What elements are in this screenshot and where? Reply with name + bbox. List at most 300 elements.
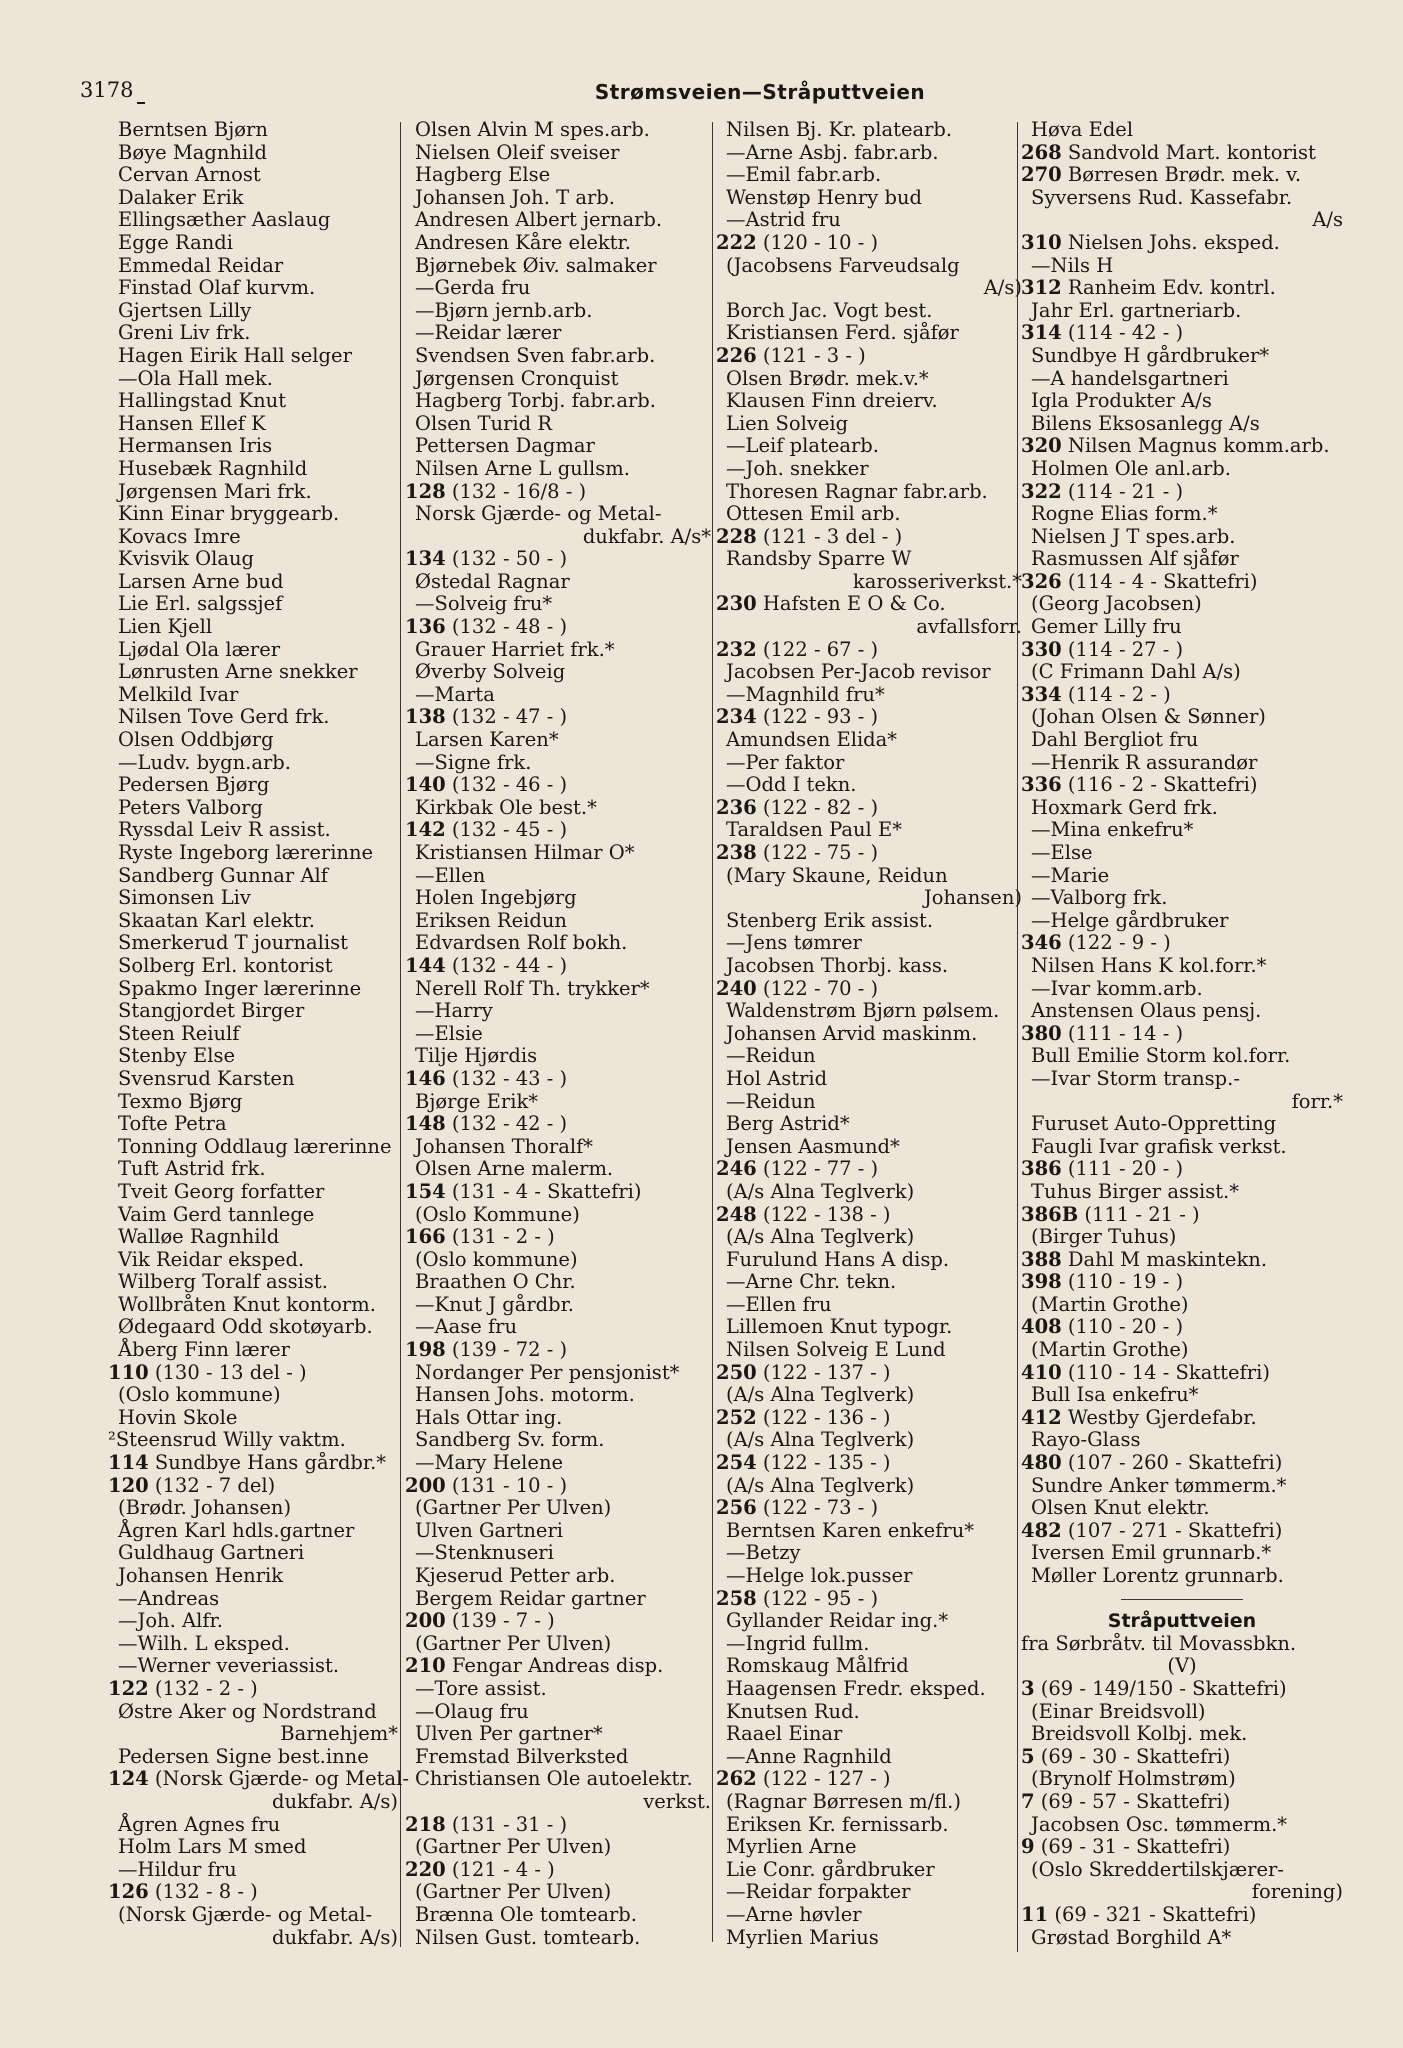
resident-entry: (Oslo kommune) [415, 1247, 578, 1271]
address-entry [108, 1881, 398, 1904]
resident-entry: Gemer Lilly fru [1031, 615, 1182, 639]
entry-text: (131 - 10 - ) [445, 1473, 568, 1497]
house-number: 256 [716, 1496, 757, 1520]
entry-text: (122 - 82 - ) [756, 795, 879, 819]
resident-entry: —Magnhild fru* [726, 682, 885, 706]
entry-text: Sandvold Mart. kontorist [1061, 140, 1316, 164]
entry-text: (110 - 14 - Skattefri) [1061, 1360, 1270, 1384]
entry-text: (111 - 20 - ) [1061, 1157, 1184, 1181]
resident-entry: —Helge gårdbruker [1031, 908, 1229, 932]
resident-entry: Vaim Gerd tannlege [118, 1202, 315, 1226]
address-entry [1021, 164, 1343, 187]
resident-entry: Johansen Arvid maskinm. [726, 1021, 978, 1045]
entry-text: (121 - 3 - ) [756, 343, 866, 367]
address-entry [1021, 1520, 1343, 1543]
entry-text: (139 - 7 - ) [445, 1609, 555, 1633]
resident-entry: Eriksen Reidun [415, 908, 567, 932]
resident-entry: Lie Erl. salgssjef [118, 592, 283, 616]
resident-entry: Lien Kjell [118, 615, 213, 639]
resident-entry: Hagen Eirik Hall selger [118, 343, 352, 367]
house-number: 146 [405, 1066, 446, 1090]
resident-entry: Kinn Einar bryggearb. [118, 502, 340, 526]
resident-entry: (Gartner Per Ulven) [415, 1880, 612, 1904]
address-entry [1021, 1204, 1343, 1227]
address-entry [405, 955, 711, 978]
resident-entry: —Ellen [415, 863, 486, 887]
resident-entry: Klausen Finn dreierv. [726, 389, 938, 413]
house-number: 410 [1021, 1360, 1062, 1384]
resident-entry: Braathen O Chr. [415, 1270, 576, 1294]
address-entry [1021, 571, 1343, 594]
house-number: 110 [108, 1360, 149, 1384]
address-entry [405, 774, 711, 797]
resident-entry: Myrlien Arne [726, 1835, 857, 1859]
resident-entry: Norsk Gjærde- og Metal- [415, 502, 662, 526]
resident-entry: Johansen Thoralf* [415, 1134, 594, 1158]
house-number: 154 [405, 1179, 446, 1203]
resident-entry: Lillemoen Knut typogr. [726, 1315, 953, 1339]
house-number: 228 [716, 524, 757, 548]
resident-entry: Nilsen Gust. tomtearb. [415, 1925, 641, 1949]
resident-entry: (Gartner Per Ulven) [415, 1835, 612, 1859]
resident-entry: Spakmo Inger lærerinne [118, 976, 362, 1000]
resident-entry: Taraldsen Paul E* [726, 818, 902, 842]
entry-text: Sundbye Hans gårdbr.* [148, 1451, 387, 1475]
resident-entry: Jacobsen Osc. tømmerm.* [1031, 1812, 1288, 1836]
resident-entry: Ryste Ingeborg lærerinne [118, 841, 374, 864]
house-number: 388 [1021, 1247, 1062, 1271]
address-entry [716, 639, 1022, 662]
resident-entry: Sundbye H gårdbruker* [1031, 343, 1270, 367]
resident-entry: Pedersen Signe best.inne [118, 1744, 369, 1768]
resident-entry: forr.* [1291, 1089, 1343, 1113]
entry-text: (132 - 7 del) [148, 1473, 276, 1497]
address-entry [716, 797, 1022, 820]
house-number: 7 [1021, 1789, 1035, 1813]
house-number: 398 [1021, 1270, 1062, 1294]
address-entry [716, 1158, 1022, 1181]
house-number: 5 [1021, 1744, 1035, 1768]
entry-text: (111 - 14 - ) [1061, 1021, 1184, 1045]
resident-entry: Haagensen Fredr. eksped. [726, 1676, 986, 1700]
house-number: 218 [405, 1812, 446, 1836]
resident-entry: Jørgensen Cronquist [415, 366, 619, 390]
house-number: 166 [405, 1225, 446, 1249]
resident-entry: Nilsen Tove Gerd frk. [118, 705, 330, 729]
address-entry [716, 1204, 1022, 1227]
house-number: 322 [1021, 479, 1062, 503]
resident-entry: Jacobsen Per-Jacob revisor [726, 660, 991, 684]
entry-text: (130 - 13 del - ) [148, 1360, 307, 1384]
resident-entry: Jahr Erl. gartneriarb. [1031, 298, 1242, 322]
resident-entry: (Jacobsens Farveudsalg [726, 253, 960, 277]
resident-entry: Furulund Hans A disp. [726, 1247, 950, 1271]
house-number: 252 [716, 1405, 757, 1429]
resident-entry: Johansen Joh. T arb. [415, 185, 615, 209]
house-number: 334 [1021, 682, 1062, 706]
directory-column-2 [405, 119, 711, 1949]
address-entry [1021, 1362, 1343, 1385]
entry-text: (139 - 72 - ) [445, 1338, 568, 1362]
resident-entry: —Betzy [726, 1541, 801, 1565]
resident-entry: Wollbråten Knut kontorm. [118, 1292, 376, 1316]
address-entry [405, 548, 711, 571]
house-number: 380 [1021, 1021, 1062, 1045]
resident-entry: Anstensen Olaus pensj. [1031, 999, 1262, 1023]
address-entry [405, 819, 711, 842]
entry-text: (132 - 8 - ) [148, 1880, 258, 1904]
resident-entry: Hansen Ellef K [118, 411, 266, 435]
resident-entry: —Marta [415, 682, 495, 706]
resident-entry: Rogne Elias form.* [1031, 502, 1218, 526]
address-entry [1021, 1316, 1343, 1339]
resident-entry: Grøstad Borghild A* [1031, 1925, 1232, 1949]
resident-entry: —Emil fabr.arb. [726, 163, 882, 187]
address-entry [1021, 1678, 1343, 1701]
resident-entry: Emmedal Reidar [118, 253, 284, 277]
address-entry [108, 1362, 398, 1385]
resident-entry: A/s [1312, 208, 1343, 232]
resident-entry: —Tore assist. [415, 1676, 547, 1700]
entry-text: (132 - 47 - ) [445, 705, 568, 729]
house-number: 326 [1021, 569, 1062, 593]
address-entry [1021, 1271, 1343, 1294]
resident-entry: Skaatan Karl elektr. [118, 908, 315, 932]
resident-entry: Thoresen Ragnar fabr.arb. [726, 479, 988, 503]
address-entry [716, 1362, 1022, 1385]
resident-entry: Brænna Ole tomtearb. [415, 1902, 637, 1926]
entry-text: (122 - 73 - ) [756, 1496, 879, 1520]
address-entry [1021, 1791, 1343, 1814]
resident-entry: Lønrusten Arne snekker [118, 660, 358, 684]
entry-text: (114 - 4 - Skattefri) [1061, 569, 1258, 593]
resident-entry: Larsen Arne bud [118, 569, 284, 593]
resident-entry: Ågren Agnes fru [118, 1812, 281, 1836]
resident-entry: Bjørge Erik* [415, 1089, 539, 1113]
resident-entry: —Reidun [726, 1044, 816, 1068]
house-number: 270 [1021, 163, 1062, 187]
house-number: 9 [1021, 1835, 1035, 1859]
resident-entry: Cervan Arnost [118, 163, 261, 187]
house-number: 386B [1021, 1202, 1079, 1226]
address-entry [108, 1475, 398, 1498]
address-entry [1021, 1452, 1343, 1475]
house-number: 200 [405, 1609, 446, 1633]
resident-entry: Andresen Kåre elektr. [415, 230, 631, 254]
address-entry [1021, 232, 1343, 255]
directory-column-3 [716, 119, 1022, 1949]
resident-entry: dukfabr. A/s* [582, 524, 711, 548]
entry-text: (107 - 271 - Skattefri) [1061, 1518, 1283, 1542]
address-entry [716, 1407, 1022, 1430]
resident-entry: Lien Solveig [726, 411, 849, 435]
resident-entry: Gyllander Reidar ing.* [726, 1609, 949, 1633]
resident-entry: (Birger Tuhus) [1031, 1225, 1177, 1249]
resident-entry: (Johan Olsen & Sønner) [1031, 705, 1266, 729]
entry-text: (131 - 31 - ) [445, 1812, 568, 1836]
resident-entry: —Olaug fru [415, 1699, 529, 1723]
resident-entry: Dahl Bergliot fru [1031, 728, 1199, 752]
entry-text: (131 - 2 - ) [445, 1225, 555, 1249]
resident-entry: verkst. [643, 1789, 711, 1813]
resident-entry: —Mary Helene [415, 1451, 564, 1475]
resident-entry: Vik Reidar eksped. [118, 1247, 305, 1271]
address-entry [716, 1497, 1022, 1520]
resident-entry: Nielsen Oleif sveiser [415, 140, 620, 164]
resident-entry: (C Frimann Dahl A/s) [1031, 660, 1241, 684]
house-number: 412 [1021, 1405, 1062, 1429]
resident-entry: Johansen) [923, 886, 1022, 910]
entry-text: (132 - 46 - ) [445, 773, 568, 797]
resident-entry: Bilens Eksosanlegg A/s [1031, 411, 1260, 435]
house-number: 124 [108, 1767, 149, 1791]
house-number: 312 [1021, 276, 1062, 300]
resident-entry: Hagberg Else [415, 163, 551, 187]
entry-text: (121 - 4 - ) [445, 1857, 555, 1881]
house-number: 480 [1021, 1451, 1062, 1475]
resident-entry: Wenstøp Henry bud [726, 185, 922, 209]
resident-entry: (A/s Alna Teglverk) [726, 1179, 915, 1203]
resident-entry: Grauer Harriet frk.* [415, 637, 615, 661]
resident-entry: Sundre Anker tømmerm.* [1031, 1473, 1287, 1497]
house-number: 336 [1021, 773, 1062, 797]
resident-entry: Nerell Rolf Th. trykker* [415, 976, 650, 1000]
resident-entry: Tonning Oddlaug lærerinne [118, 1134, 392, 1158]
resident-entry: Hol Astrid [726, 1066, 828, 1090]
resident-entry: Peters Valborg [118, 795, 263, 819]
address-entry [405, 1339, 711, 1362]
resident-entry: (Ragnar Børresen m/fl.) [726, 1789, 961, 1813]
resident-entry: —Mina enkefru* [1031, 818, 1194, 842]
resident-entry: Rasmussen Alf sjåfør [1031, 547, 1239, 571]
resident-entry: —Ivar Storm transp.- [1031, 1066, 1240, 1090]
resident-entry: —Odd I tekn. [726, 773, 857, 797]
address-entry [1021, 1249, 1343, 1272]
address-entry [1021, 684, 1343, 707]
resident-entry: Sandberg Sv. form. [415, 1428, 605, 1452]
house-number: 122 [108, 1676, 149, 1700]
resident-entry: Nielsen J T spes.arb. [1031, 524, 1236, 548]
resident-entry: Holmen Ole anl.arb. [1031, 456, 1231, 480]
house-number: 114 [108, 1451, 149, 1475]
address-entry [1021, 1023, 1343, 1046]
house-number: 246 [716, 1157, 757, 1181]
resident-entry: Jensen Aasmund* [726, 1134, 900, 1158]
entry-text: (121 - 3 del - ) [756, 524, 903, 548]
address-entry [1021, 481, 1343, 504]
column-divider [712, 122, 713, 1942]
resident-entry: —Valborg frk. [1031, 886, 1168, 910]
entry-text: (110 - 20 - ) [1061, 1315, 1184, 1339]
resident-entry: Kvisvik Olaug [118, 547, 254, 571]
resident-entry: —Leif platearb. [726, 434, 879, 458]
resident-entry: ²Steensrud Willy vaktm. [108, 1428, 346, 1452]
entry-text: (122 - 77 - ) [756, 1157, 879, 1181]
resident-entry: —Solveig fru* [415, 592, 553, 616]
resident-entry: Tveit Georg forfatter [118, 1179, 325, 1203]
resident-entry: Iversen Emil grunnarb.* [1031, 1541, 1272, 1565]
address-entry [716, 1452, 1022, 1475]
house-number: 138 [405, 705, 446, 729]
resident-entry: Lie Conr. gårdbruker [726, 1857, 935, 1881]
resident-entry: —Joh. Alfr. [118, 1609, 223, 1633]
resident-entry: Nilsen Solveig E Lund [726, 1338, 946, 1362]
address-entry [716, 978, 1022, 1001]
resident-entry: Bull Isa enkefru* [1031, 1383, 1199, 1407]
resident-entry: forening) [1251, 1880, 1343, 1904]
address-entry [716, 232, 1022, 255]
resident-entry: Edvardsen Rolf bokh. [415, 931, 628, 955]
resident-entry: Øverby Solveig [415, 660, 566, 684]
house-number: 126 [108, 1880, 149, 1904]
resident-entry: Smerkerud T journalist [118, 931, 349, 955]
house-number: 238 [716, 841, 757, 864]
resident-entry: Kirkbak Ole best.* [415, 795, 597, 819]
house-number: 128 [405, 479, 446, 503]
resident-entry: —Nils H [1031, 253, 1114, 277]
resident-entry: (V) [1167, 1654, 1197, 1678]
resident-entry: —Anne Ragnhild [726, 1744, 892, 1768]
address-entry [405, 706, 711, 729]
house-number: 222 [716, 230, 757, 254]
address-entry [1021, 322, 1343, 345]
entry-text: (110 - 19 - ) [1061, 1270, 1184, 1294]
house-number: 254 [716, 1451, 757, 1475]
address-entry [108, 1767, 409, 1791]
resident-entry: Hallingstad Knut [118, 389, 287, 413]
entry-text: (120 - 10 - ) [756, 230, 879, 254]
resident-entry: Tuhus Birger assist.* [1031, 1179, 1239, 1203]
entry-text: (122 - 67 - ) [756, 637, 879, 661]
resident-entry: (Brødr. Johansen) [118, 1496, 292, 1520]
column-divider [400, 122, 401, 1947]
resident-entry: Høva Edel [1031, 118, 1134, 141]
house-number: 268 [1021, 140, 1062, 164]
resident-entry: Holm Lars M smed [118, 1835, 307, 1859]
entry-text: (132 - 42 - ) [445, 1112, 568, 1136]
resident-entry: Amundsen Elida* [726, 728, 898, 752]
address-entry [405, 1113, 711, 1136]
entry-text: Nielsen Johs. eksped. [1061, 230, 1280, 254]
resident-entry: Svensrud Karsten [118, 1066, 295, 1090]
resident-entry: —Joh. snekker [726, 456, 869, 480]
resident-entry: Pettersen Dagmar [415, 434, 595, 458]
entry-text: Børresen Brødr. mek. v. [1061, 163, 1302, 187]
address-entry [405, 1181, 711, 1204]
resident-entry: Wilberg Toralf assist. [118, 1270, 328, 1294]
resident-entry: Texmo Bjørg [118, 1089, 243, 1113]
entry-text: (114 - 2 - ) [1061, 682, 1171, 706]
resident-entry: Borch Jac. Vogt best. [726, 298, 933, 322]
resident-entry: Christiansen Ole autoelektr. [415, 1767, 693, 1791]
resident-entry: dukfabr. A/s) [271, 1789, 398, 1813]
resident-entry: Andresen Albert jernarb. [415, 208, 663, 232]
resident-entry: —Marie [1031, 863, 1110, 887]
address-entry [1021, 1746, 1343, 1769]
resident-entry: Åberg Finn lærer [118, 1338, 290, 1362]
house-number: 220 [405, 1857, 446, 1881]
resident-entry: Olsen Brødr. mek.v.* [726, 366, 929, 390]
address-entry [405, 1475, 711, 1498]
entry-text: (114 - 42 - ) [1061, 321, 1184, 345]
resident-entry: Dalaker Erik [118, 185, 244, 209]
entry-text: (Norsk Gjærde- og Metal- [148, 1767, 409, 1791]
entry-text: (69 - 30 - Skattefri) [1034, 1744, 1231, 1768]
resident-entry: Kristiansen Hilmar O* [415, 841, 635, 864]
resident-entry: Tuft Astrid frk. [118, 1157, 266, 1181]
entry-text: (122 - 9 - ) [1061, 931, 1171, 955]
entry-text: (132 - 43 - ) [445, 1066, 568, 1090]
resident-entry: Ljødal Ola lærer [118, 637, 281, 661]
resident-entry: Ødegaard Odd skotøyarb. [118, 1315, 373, 1339]
resident-entry: (Gartner Per Ulven) [415, 1496, 612, 1520]
resident-entry: (Martin Grothe) [1031, 1292, 1189, 1316]
resident-entry: Fremstad Bilverksted [415, 1744, 629, 1768]
address-entry [1021, 639, 1343, 662]
resident-entry: Bøye Magnhild [118, 140, 267, 164]
house-number: 310 [1021, 230, 1062, 254]
house-number: 232 [716, 637, 757, 661]
entry-text: (114 - 27 - ) [1061, 637, 1184, 661]
address-entry [1021, 774, 1343, 797]
house-number: 320 [1021, 434, 1062, 458]
resident-entry: Pedersen Bjørg [118, 773, 270, 797]
house-number: 234 [716, 705, 757, 729]
resident-entry: (A/s Alna Teglverk) [726, 1473, 915, 1497]
entry-text: (132 - 45 - ) [445, 818, 568, 842]
resident-entry: —Reidun [726, 1089, 816, 1113]
resident-entry: Bjørnebek Øiv. salmaker [415, 253, 657, 277]
address-entry [716, 345, 1022, 368]
resident-entry: Østedal Ragnar [415, 569, 570, 593]
resident-entry: Hoxmark Gerd frk. [1031, 795, 1218, 819]
resident-entry: Hagberg Torbj. fabr.arb. [415, 389, 656, 413]
address-entry [405, 1859, 711, 1882]
resident-entry: Johansen Henrik [118, 1564, 284, 1587]
resident-entry: Guldhaug Gartneri [118, 1541, 305, 1565]
entry-text: (69 - 31 - Skattefri) [1034, 1835, 1231, 1859]
resident-entry: Sandberg Gunnar Alf [118, 863, 328, 887]
house-number: 142 [405, 818, 446, 842]
entry-text: (116 - 2 - Skattefri) [1061, 773, 1258, 797]
resident-entry: Myrlien Marius [726, 1925, 879, 1949]
resident-entry: Berg Astrid* [726, 1112, 850, 1136]
resident-entry: Romskaug Målfrid [726, 1654, 909, 1678]
resident-entry: Møller Lorentz grunnarb. [1031, 1564, 1284, 1587]
resident-entry: (Norsk Gjærde- og Metal- [118, 1902, 373, 1926]
resident-entry: Melkild Ivar [118, 682, 239, 706]
resident-entry: —Gerda fru [415, 276, 531, 300]
address-entry [1021, 1407, 1343, 1430]
address-entry [1021, 435, 1343, 458]
resident-entry: A/s) [983, 276, 1022, 300]
address-entry [1021, 932, 1343, 955]
resident-entry: Husebæk Ragnhild [118, 456, 308, 480]
resident-entry: —Wilh. L eksped. [118, 1631, 290, 1655]
house-number: 346 [1021, 931, 1062, 955]
entry-text: (122 - 135 - ) [756, 1451, 891, 1475]
address-entry [1021, 142, 1343, 165]
resident-entry: Steen Reiulf [118, 1021, 240, 1045]
resident-entry: (A/s Alna Teglverk) [726, 1225, 915, 1249]
resident-entry: Kristiansen Ferd. sjåfør [726, 321, 959, 345]
entry-text: Westby Gjerdefabr. [1061, 1405, 1257, 1429]
resident-entry: Syversens Rud. Kassefabr. [1031, 185, 1293, 209]
entry-text: (132 - 50 - ) [445, 547, 568, 571]
resident-entry: Hals Ottar ing. [415, 1405, 563, 1429]
house-number: 198 [405, 1338, 446, 1362]
resident-entry: —Andreas [118, 1586, 220, 1610]
